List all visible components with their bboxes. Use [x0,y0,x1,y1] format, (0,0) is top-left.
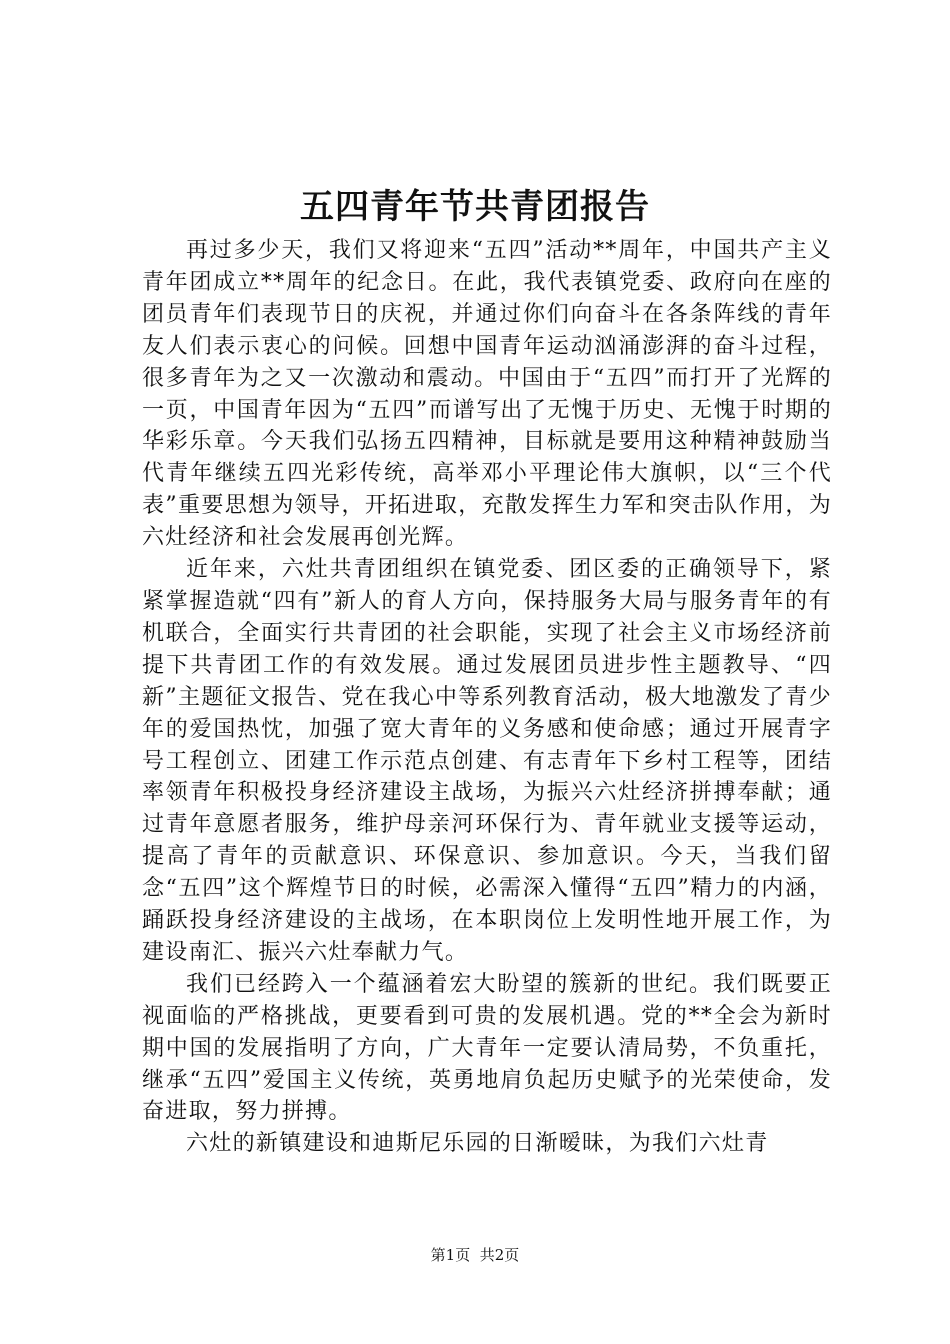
page-total: 共2页 [479,1246,520,1264]
document-body [142,235,832,1160]
paragraph-1: 再过多少天，我们又将迎来“五四”活动**周年，中国共产主义青年团成立**周年的纪念日。在此，我代表镇党委、政府向在座的团员青年们表现节日的庆祝，并通过你们向奋斗在各条阵线的青年友人们表示衷心的问候。回想中国青年运动汹涌澎湃的奋斗过程，很多青年为之又一次激动和震动。中国由于“五四”而打开了光辉的一页，中国青年因为“五四”而谱写出了无愧于历史、无愧于时期的华彩乐章。今天我们弘扬五四精神，目标就是要用这种精神鼓励当代青年继续五四光彩传统，高举邓小平理论伟大旗帜，以“三个代表”重要思想为领导，开拓进取，充散发挥生力军和突击队作用，为六灶经济和社会发展再创光辉。 [142,238,832,551]
paragraph-3: 我们已经跨入一个蕴涵着宏大盼望的簇新的世纪。我们既要正视面临的严格挑战，更要看到可贵的发展机遇。党的**全会为新时期中国的发展指明了方向，广大青年一定要认清局势，不负重托，继承“五四”爱国主义传统，英勇地肩负起历史赋予的光荣使命，发奋进取，努力拼搏。 [142,971,832,1125]
page-footer [0,1245,950,1265]
page-number: 第1页 [430,1246,471,1264]
paragraph-2: 近年来，六灶共青团组织在镇党委、团区委的正确领导下，紧紧掌握造就“四有”新人的育人方向，保持服务大局与服务青年的有机联合，全面实行共青团的社会职能，实现了社会主义市场经济前提下共青团工作的有效发展。通过发展团员进步性主题教导、“四新”主题征文报告、党在我心中等系列教育活动，极大地激发了青少年的爱国热忱，加强了宽大青年的义务感和使命感；通过开展青字号工程创立、团建工作示范点创建、有志青年下乡村工程等，团结率领青年积极投身经济建设主战场，为振兴六灶经济拼搏奉献；通过青年意愿者服务，维护母亲河环保行为、青年就业支援等运动，提高了青年的贡献意识、环保意识、参加意识。今天，当我们留念“五四”这个辉煌节日的时候，必需深入懂得“五四”精力的内涵，踊跃投身经济建设的主战场，在本职岗位上发明性地开展工作，为建设南汇、振兴六灶奉献力气。 [142,557,832,965]
paragraph-4: 六灶的新镇建设和迪斯尼乐园的日渐暧昧，为我们六灶青 [186,1131,769,1157]
footer-gap [470,1246,480,1264]
document-title: 五四青年节共青团报告 [300,187,650,227]
